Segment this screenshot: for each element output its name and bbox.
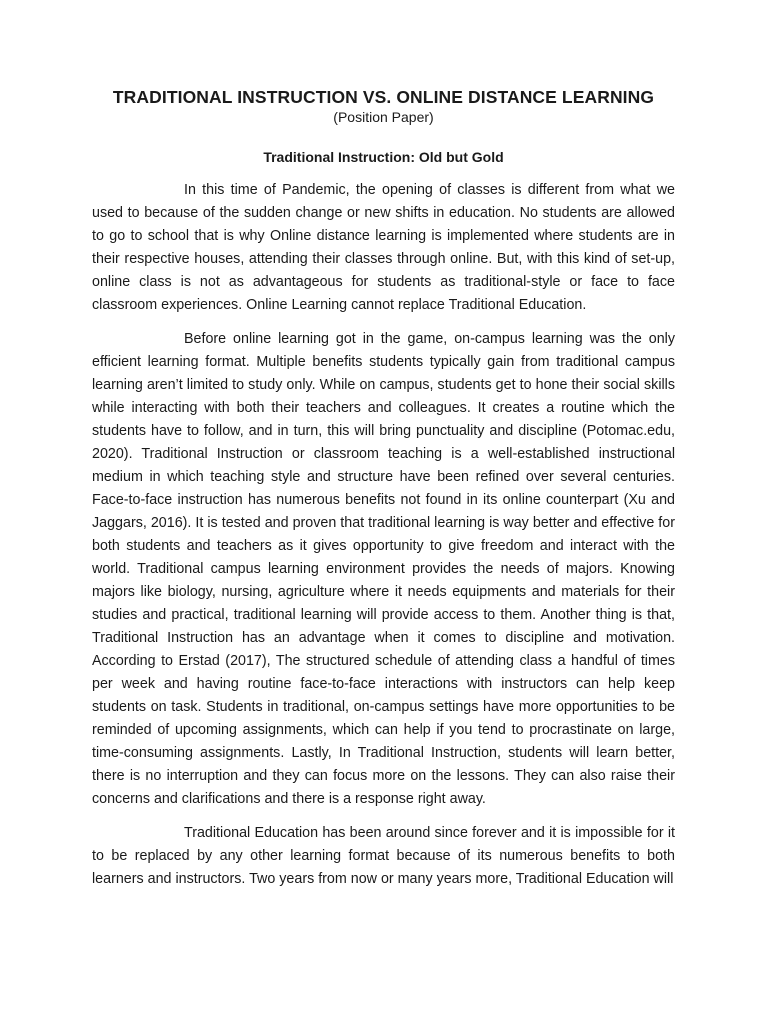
section-heading: Traditional Instruction: Old but Gold bbox=[263, 149, 504, 165]
paragraph-2: Before online learning got in the game, on-campus learning was the only efficient learning format. Multiple benefits students typically gain from traditional campus learning aren’t limited to study only. While on campus, students get to hone their social skills while interacting with both their teachers and colleagues. It creates a routine which the students have to follow, and in turn, this will bring punctuality and discipline (Potomac.edu, 2020). Traditional Instruction or classroom teaching is a well-established instructional medium in which teaching style and structure have been refined over several centuries. Face-to-face instruction has numerous benefits not found in its online counterpart (Xu and Jaggars, 2016). It is tested and proven that traditional learning is way better and effective for both students and teachers as it gives opportunity to give freedom and interact with the world. Traditional campus learning environment provides the needs of majors. Knowing majors like biology, nursing, agriculture where it needs equipments and materials for their studies and practical, traditional learning will provide access to them. Another thing is that, Traditional Instruction has an advantage when it comes to discipline and motivation. According to Erstad (2017), The structured schedule of attending class a handful of times per week and having routine face-to-face interactions with instructors can help keep students on task. Students in traditional, on-campus settings have more opportunities to be reminded of upcoming assignments, which can help if you tend to procrastinate on large, time-consuming assignments. Lastly, In Traditional Instruction, students will learn better, there is no interruption and they can focus more on the lessons. They can also raise their concerns and clarifications and there is a response right away. bbox=[92, 331, 675, 807]
document-subtitle: (Position Paper) bbox=[333, 109, 434, 125]
paragraph-3: Traditional Education has been around since forever and it is impossible for it to be replaced by any other learning format because of its numerous benefits to both learners and instructors. Two years from now or many years more, Traditional Education will bbox=[92, 825, 675, 887]
document-body bbox=[92, 86, 675, 891]
document-title: TRADITIONAL INSTRUCTION VS. ONLINE DISTANCE LEARNING bbox=[112, 87, 655, 107]
paragraph-1: In this time of Pandemic, the opening of classes is different from what we used to because of the sudden change or new shifts in education. No students are allowed to go to school that is why Online distance learning is implemented where students are in their respective houses, attending their classes through online. But, with this kind of set-up, online class is not as advantageous for students as traditional-style or face to face classroom experiences. Online Learning cannot replace Traditional Education. bbox=[92, 182, 675, 313]
